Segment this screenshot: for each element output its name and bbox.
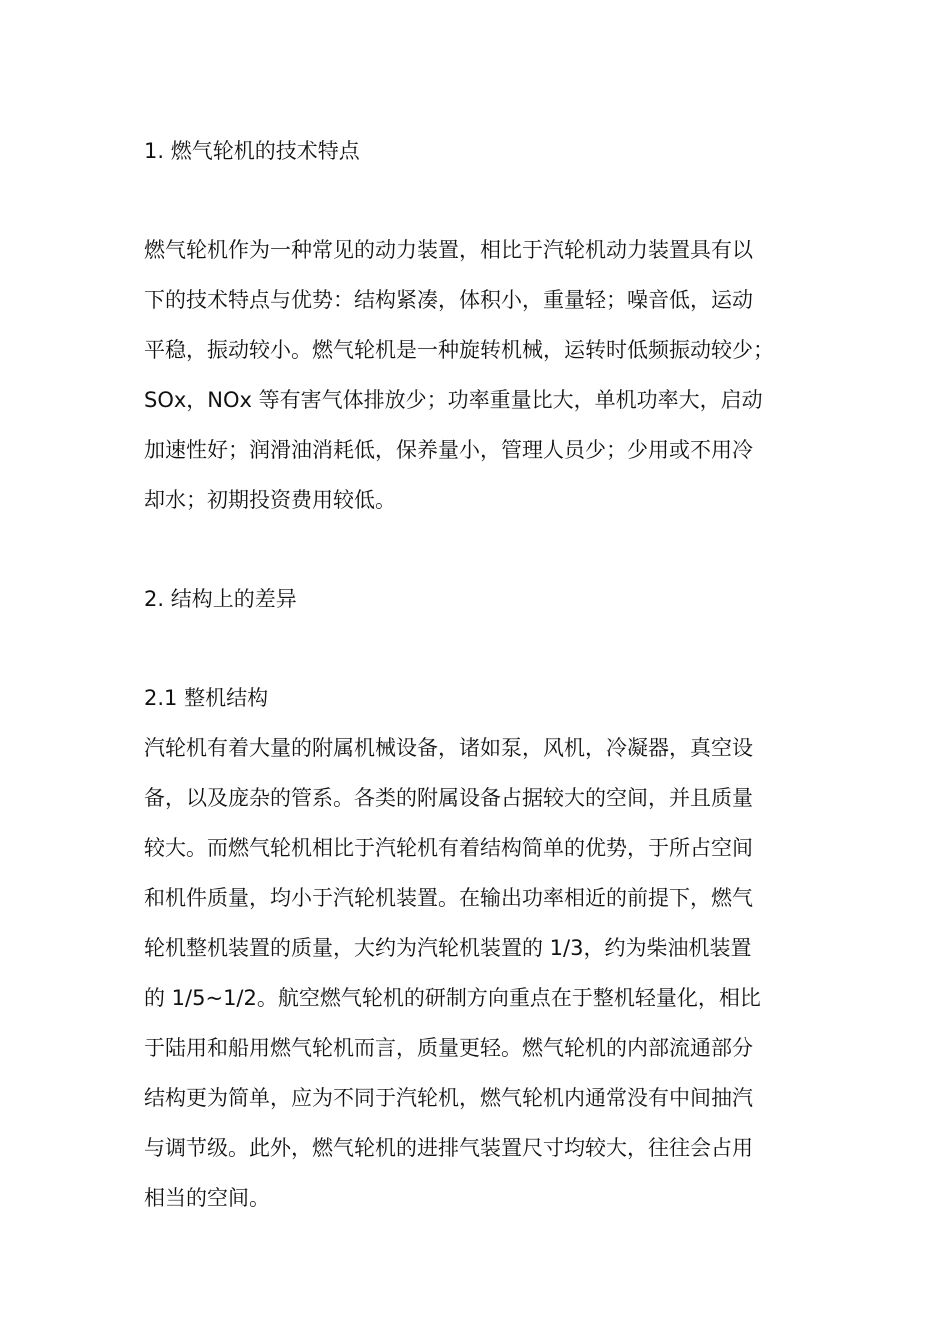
paragraph-line: 较大。而燃气轮机相比于汽轮机有着结构简单的优势，于所占空间 xyxy=(144,836,753,860)
paragraph-line: SOx，NOx 等有害气体排放少；功率重量比大，单机功率大，启动 xyxy=(144,388,763,412)
paragraph-line: 和机件质量，均小于汽轮机装置。在输出功率相近的前提下，燃气 xyxy=(144,886,753,910)
paragraph-line: 加速性好；润滑油消耗低，保养量小，管理人员少；少用或不用冷 xyxy=(144,438,753,462)
paragraph-line: 的 1/5~1/2。航空燃气轮机的研制方向重点在于整机轻量化，相比 xyxy=(144,986,761,1010)
paragraph-line: 轮机整机装置的质量，大约为汽轮机装置的 1/3，约为柴油机装置 xyxy=(144,936,752,960)
paragraph-line: 平稳，振动较小。燃气轮机是一种旋转机械，运转时低频振动较少； xyxy=(144,338,774,362)
paragraph-line: 备，以及庞杂的管系。各类的附属设备占据较大的空间，并且质量 xyxy=(144,786,753,810)
paragraph-line: 下的技术特点与优势：结构紧凑，体积小，重量轻；噪音低，运动 xyxy=(144,288,753,312)
paragraph-line: 结构更为简单，应为不同于汽轮机，燃气轮机内通常没有中间抽汽 xyxy=(144,1086,753,1110)
section-2-heading: 2. 结构上的差异 xyxy=(144,587,297,611)
section-2-1-heading: 2.1 整机结构 xyxy=(144,686,269,710)
paragraph-line: 于陆用和船用燃气轮机而言，质量更轻。燃气轮机的内部流通部分 xyxy=(144,1036,753,1060)
paragraph-line: 燃气轮机作为一种常见的动力装置，相比于汽轮机动力装置具有以 xyxy=(144,238,753,262)
paragraph-line: 却水；初期投资费用较低。 xyxy=(144,488,396,512)
paragraph-line: 汽轮机有着大量的附属机械设备，诸如泵，风机，冷凝器，真空设 xyxy=(144,736,753,760)
paragraph-line: 与调节级。此外，燃气轮机的进排气装置尺寸均较大，往往会占用 xyxy=(144,1136,753,1160)
section-1-heading: 1. 燃气轮机的技术特点 xyxy=(144,139,360,163)
paragraph-line: 相当的空间。 xyxy=(144,1186,270,1210)
